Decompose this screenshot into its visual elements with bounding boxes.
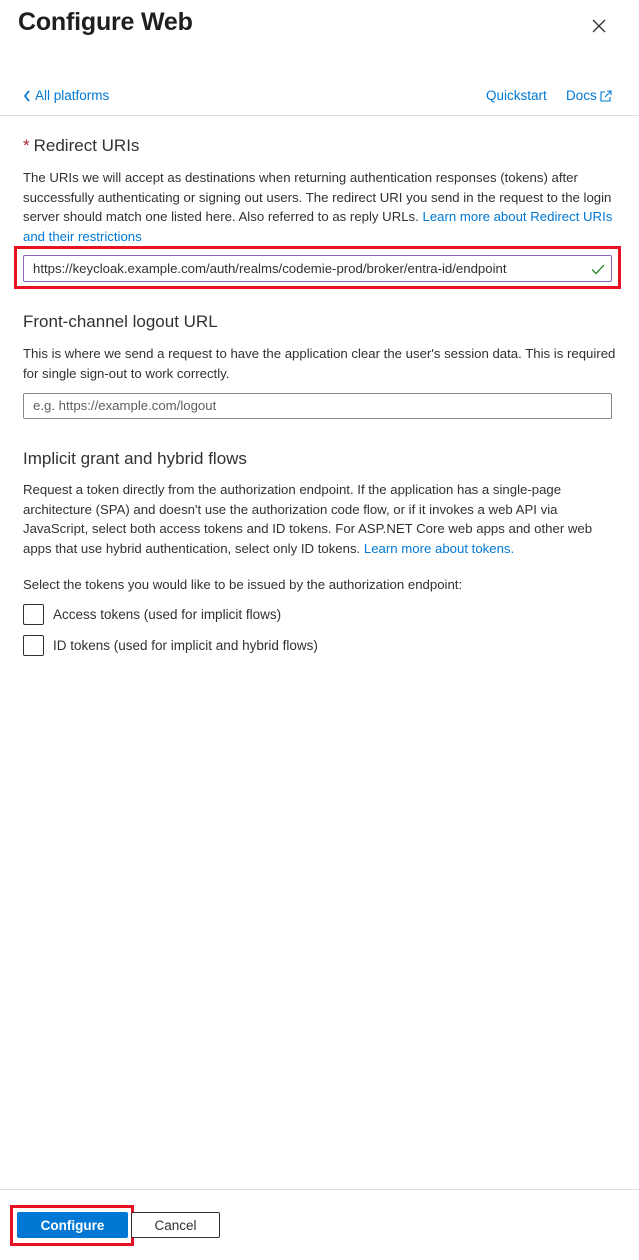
docs-link[interactable] (566, 88, 613, 103)
id-tokens-checkbox[interactable] (23, 635, 318, 656)
checkbox-box[interactable] (23, 635, 44, 656)
nav-row (0, 86, 639, 116)
redirect-description-text: The URIs we will accept as destinations when returning authentication responses (tokens) after successfully authenticating or signing out users. The redirect URI you send in the request to the login server should match one listed here. Also referred to as reply URLs. (23, 170, 612, 224)
logout-url-description: This is where we send a request to have the application clear the user's session data. This is required for single sign-out to work correctly. (23, 346, 616, 381)
learn-more-redirect-link[interactable]: Learn more about Redirect URIs and their restrictions (23, 209, 613, 244)
configure-button[interactable]: Configure (17, 1212, 128, 1238)
access-tokens-label: Access tokens (used for implicit flows) (53, 607, 282, 622)
redirect-uri-input[interactable]: https://keycloak.example.com/auth/realms/codemie-prod/broker/entra-id/endpoint (23, 255, 612, 282)
access-tokens-checkbox[interactable] (23, 604, 281, 625)
close-button[interactable] (589, 16, 609, 36)
logout-url-input[interactable]: e.g. https://example.com/logout (23, 393, 612, 419)
implicit-grant-description (23, 480, 618, 558)
checkbox-box[interactable] (23, 604, 44, 625)
footer-divider (0, 1189, 639, 1190)
learn-more-tokens-link[interactable]: Learn more about tokens. (363, 540, 515, 556)
checkmark-icon (590, 261, 606, 277)
quickstart-link[interactable]: Quickstart (486, 88, 547, 103)
chevron-left-icon (23, 90, 31, 102)
page-title: Configure Web (18, 8, 193, 36)
external-link-icon (599, 89, 613, 103)
redirect-uris-title: Redirect URIs (33, 136, 140, 155)
redirect-uris-description (23, 168, 618, 246)
implicit-description-text: Request a token directly from the authorization endpoint. If the application has a single-page architecture (SPA) and doesn't use the authorization code flow, or if it invokes a web API via JavaScript, select both access tokens and ID tokens. For ASP.NET Core web apps and other web apps that use hybrid authentication, select only ID tokens. (23, 482, 593, 556)
select-tokens-prompt: Select the tokens you would like to be issued by the authorization endpoint: (23, 577, 463, 592)
all-platforms-link[interactable] (23, 88, 109, 103)
implicit-grant-title: Implicit grant and hybrid flows (23, 449, 247, 468)
close-icon (589, 16, 609, 36)
logout-url-title: Front-channel logout URL (23, 312, 218, 331)
docs-label: Docs (566, 88, 597, 103)
cancel-button[interactable]: Cancel (131, 1212, 220, 1238)
id-tokens-label: ID tokens (used for implicit and hybrid flows) (53, 638, 318, 653)
redirect-uris-heading (23, 136, 139, 156)
required-indicator: * (23, 136, 30, 155)
all-platforms-label: All platforms (35, 88, 110, 103)
